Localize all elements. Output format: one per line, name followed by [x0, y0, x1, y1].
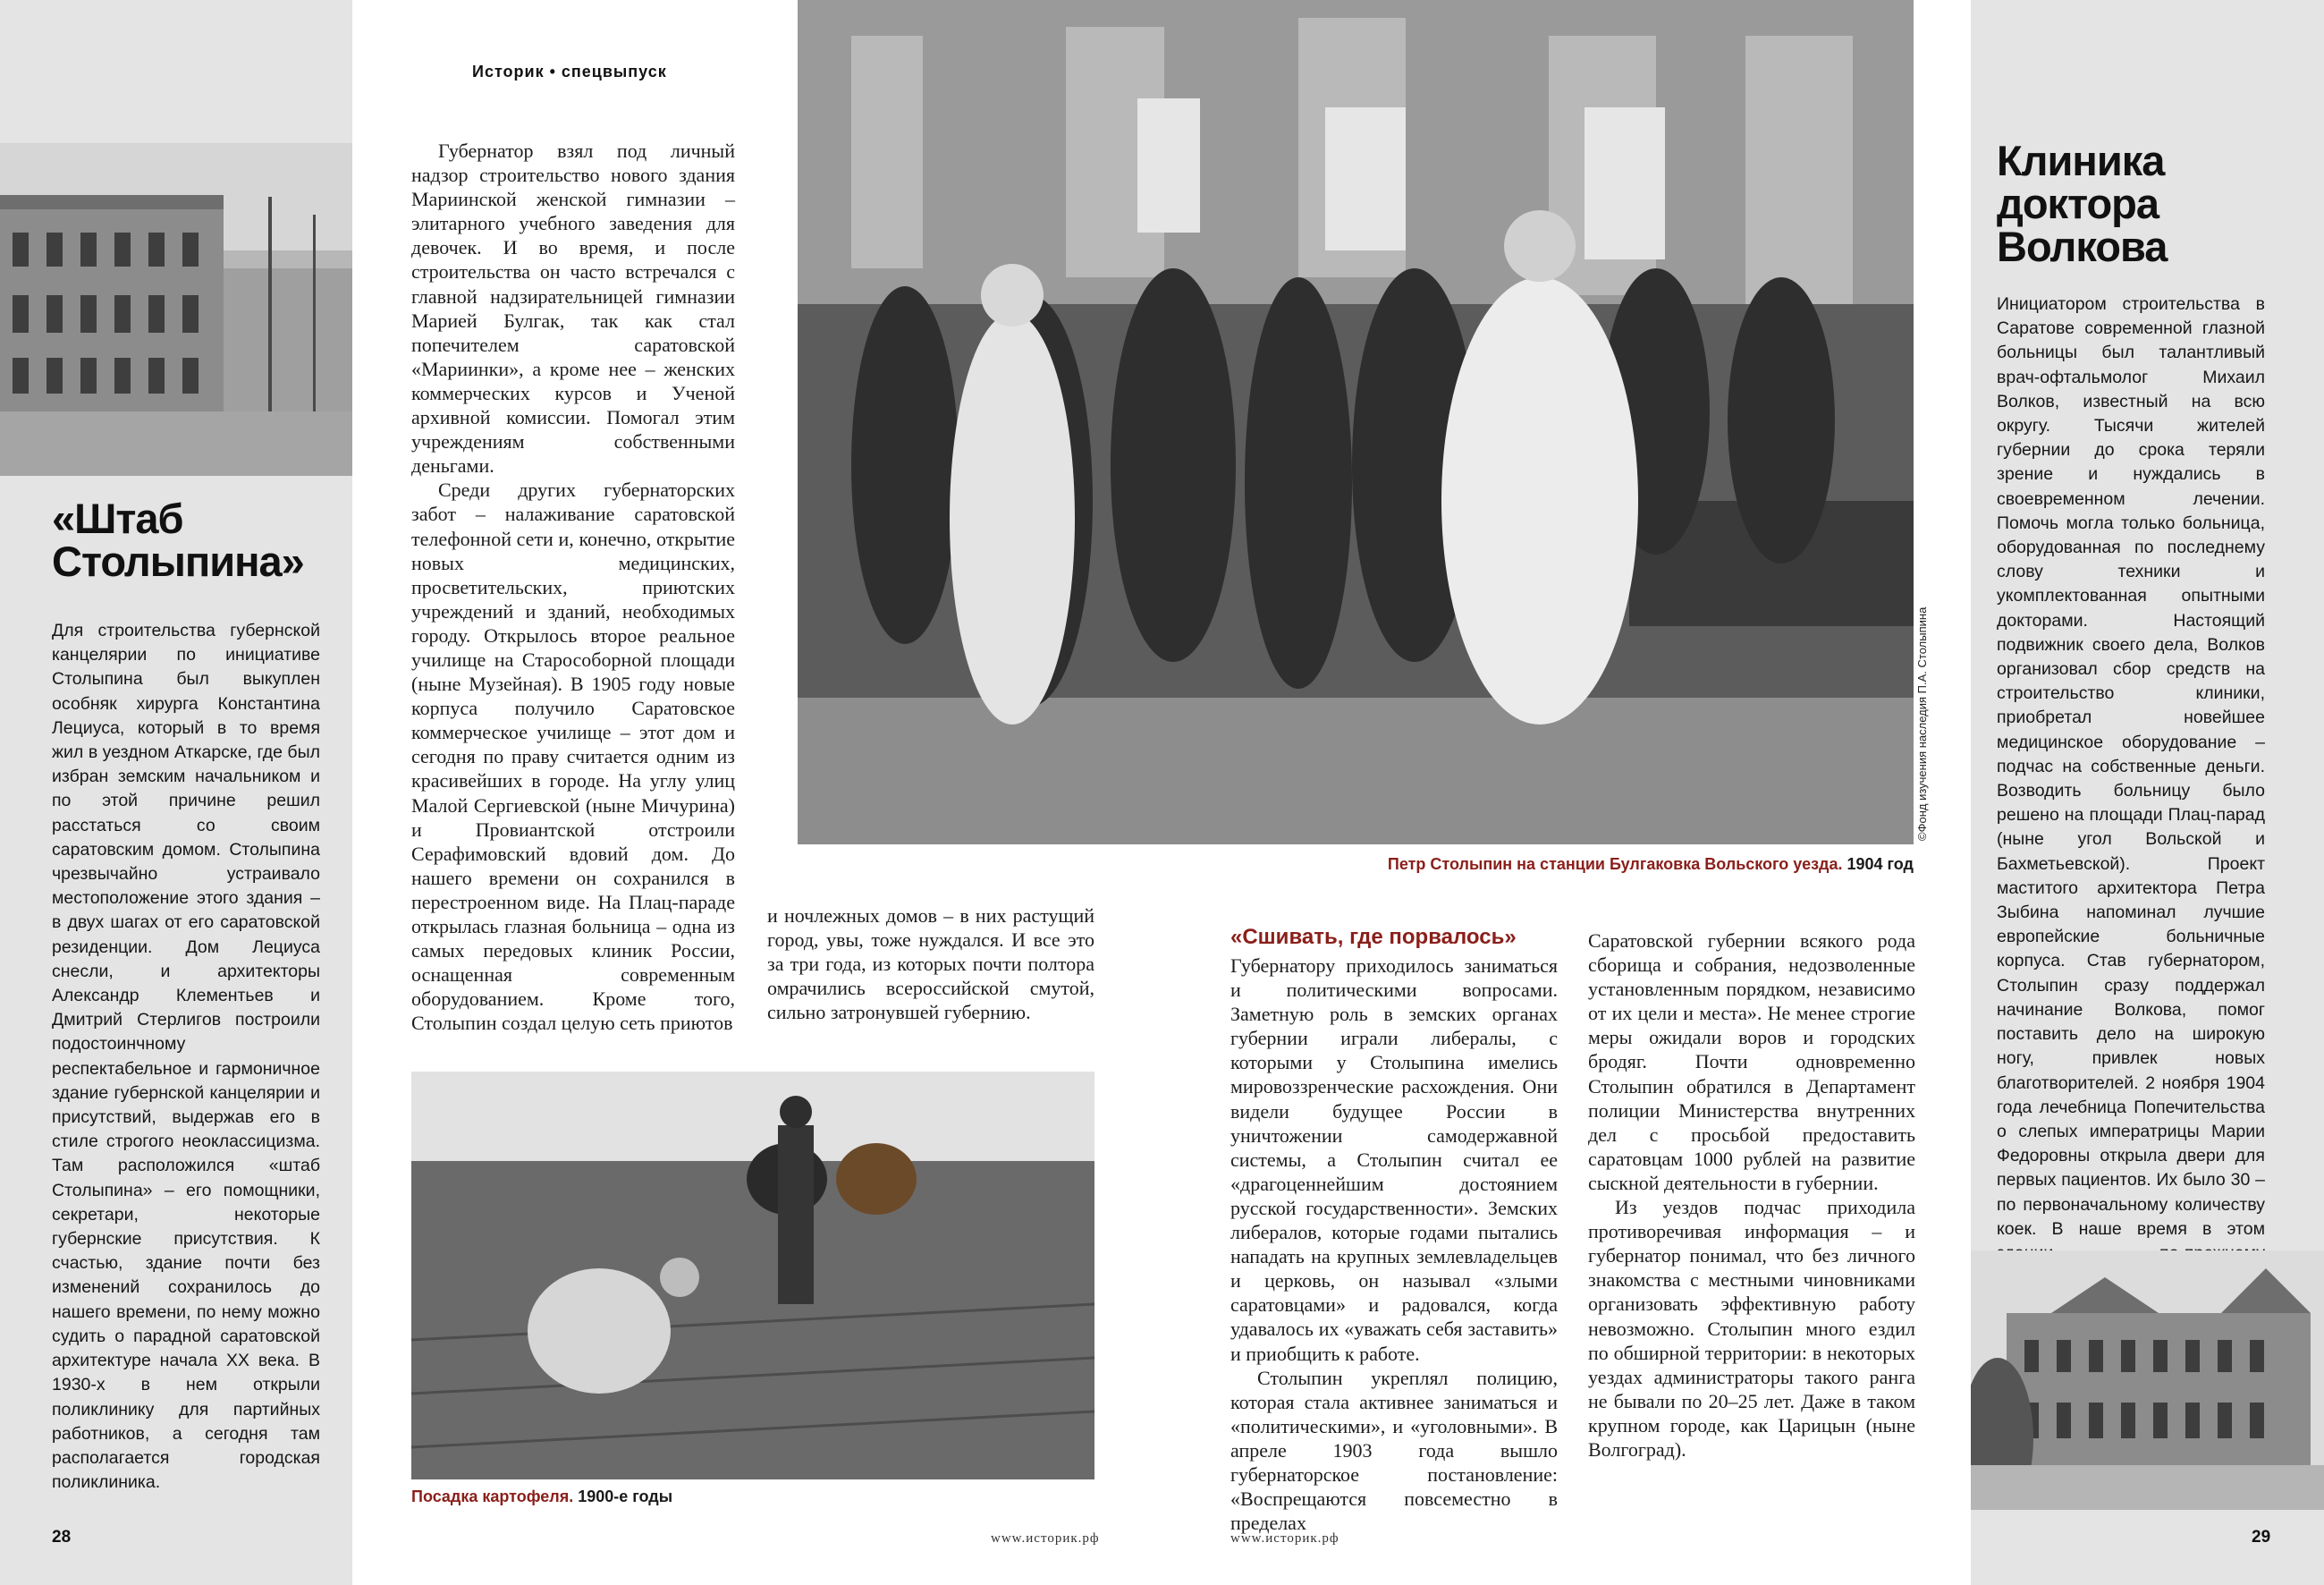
col4-paragraph-2: Из уездов подчас приходила противоречивая информация – и губернатор понимал, что без личного знакомства с местными чиновниками организовать эффективную работу невозможно. Столыпин много ездил по обширной территории: в некоторых уездах администраторы такого ранга не бывали по 20–25 лет. Даже в таком крупном городе, как Царицын (ныне Волгоград).: [1588, 1196, 1915, 1461]
page-number-left: 28: [52, 1528, 72, 1547]
chancellery-building-illustration: [0, 143, 352, 476]
right-title-line2: доктора: [1997, 180, 2159, 227]
chancellery-building-photo: [0, 143, 352, 476]
col2-paragraph-1: и ночлежных домов – в них растущий город, увы, тоже нуждался. И все это за три года, из которых почти полтора омрачились всероссийской смутой, сильно затронувшей губернию.: [767, 904, 1094, 1024]
left-sidebar-text: Для строительства губернской канцелярии по инициативе Столыпина был выкуплен особняк хирурга Константина Лециуса, который в то время жил в уездном Аткарске, где был избран земским начальником и по этой причине решил расстаться со своим саратовским домом. Столыпина чрезвычайно устраивало местоположение этого здания – в двух шагах от его саратовской резиденции. Дом Лециуса снесли, и архитекторы Александр Клементьев и Дмитрий Стерлигов построили подостоинчному респектабельное и гармоничное здание губернской канцелярии и присутствий, выдержав его в стиле строгого неоклассицизма. Там расположился «штаб Столыпина» – его помощники, секретари, некоторые губернские присутствия. К счастью, здание почти без изменений сохранилось до нашего времени, по нему можно судить о парадной саратовской архитектуре начала XX века. В 1930-х в нем открыли поликлинику для партийных работников, а сегодня там располагается городская поликлиника.: [52, 621, 320, 1493]
site-url-left: www.историк.рф: [991, 1531, 1100, 1546]
potato-photo-caption-year: 1900-е годы: [578, 1488, 673, 1505]
column-2: [767, 903, 1094, 1024]
column-1: [411, 139, 735, 1035]
main-photo-caption: [1162, 855, 1914, 874]
main-photo-caption-year: 1904 год: [1847, 855, 1914, 873]
potato-planting-illustration: [411, 1072, 1094, 1479]
section-subhead: «Сшивать, где порвалось»: [1230, 925, 1517, 949]
potato-photo-caption-title: Посадка картофеля.: [411, 1488, 574, 1505]
site-url-right: www.историк.рф: [1230, 1531, 1339, 1546]
potato-planting-photo: [411, 1072, 1094, 1479]
column-3: [1230, 954, 1558, 1535]
left-sidebar-title: [52, 497, 338, 583]
volkov-clinic-illustration: [1971, 1250, 2324, 1510]
right-sidebar-title: [1997, 137, 2292, 270]
col1-paragraph-1: Губернатор взял под личный надзор строительство нового здания Мариинской женской гимназии – элитарного учебного заведения для девочек. И во время, и после строительства он часто встречался с главной надзирательницей гимназии Марией Булгак, так как стал попечителем саратовской «Мариинки», а кроме нее – женских коммерческих курсов и Ученой архивной комиссии. Помогал этим учреждениям собственными деньгами.: [411, 140, 735, 478]
running-title: Историк • спецвыпуск: [472, 63, 667, 81]
potato-photo-caption: [411, 1488, 672, 1506]
volkov-clinic-photo: [1971, 1250, 2324, 1510]
page-number-right: 29: [2252, 1528, 2271, 1547]
main-photo-caption-title: Петр Столыпин на станции Булгаковка Вольского уезда.: [1387, 855, 1843, 873]
right-sidebar-text: Инициатором строительства в Саратове современной глазной больницы был талантливый врач-офтальмолог Михаил Волков, известный на всю округу. Тысячи жителей губернии до срока теряли зрение и нуждались в своевременном лечении. Помочь могла только больница, оборудованная по последнему слову техники и укомплектованная опытными докторами. Настоящий подвижник своего дела, Волков организовал сбор средств на строительство клиники, приобретал новейшее медицинское оборудование – подчас на собственные деньги. Возводить больницу было решено на площади Плац-парад (ныне угол Вольской и Бахметьевской). Проект маститого архитектора Петра Зыбина напоминал лучшие европейские больничные корпуса. Став губернатором, Столыпин сразу поддержал начинание Волкова, помог поставить дело на широкую ногу, привлек новых благотворителей. 2 ноября 1904 года лечебница Попечительства о слепых императрицы Марии Федоровны открыла двери для первых пациентов. Их было 30 – по первоначальному количеству коек. В наше время в этом: [1997, 294, 2265, 1239]
col3-paragraph-1: Губернатору приходилось заниматься и политическими вопросами. Заметную роль в земских органах губернии играли либералы, с которыми у Столыпина имелись мировоззренческие расхождения. Они видели будущее России в уничтожении самодержавной системы, а Столыпин считал ее «драгоценнейшим достоянием русской государственности». Земских либералов, которые годами пытались нападать на крупных землевладельцев и церковь, он называл «злыми саратовцами» и радовался, когда удавалось их «уважать себя заставить» и приобщить к работе.: [1230, 954, 1558, 1365]
stolypin-station-photo: [798, 0, 1914, 844]
left-title-line2: Столыпина»: [52, 538, 304, 585]
left-title-line1: «Штаб: [52, 495, 183, 542]
column-4: [1588, 928, 1915, 1462]
photo-credit-text: ©Фонд изучения наследия П.А. Столыпина: [1915, 606, 1929, 841]
col3-paragraph-2: Столыпин укреплял полицию, которая стала активнее заниматься и «политическими», и «уголовными». В апреле 1903 года вышло губернаторское постановление: «Воспрещаются повсеместно в пределах: [1230, 1366, 1558, 1535]
col4-paragraph-1: Саратовской губернии всякого рода сборища и собрания, недозволенные установленным порядком, независимо от их цели и места». Не менее строгие меры ожидали воров и городских бродяг. Почти одновременно Столыпин обратился в Департамент полиции Министерства внутренних дел с просьбой предоставить саратовцам 1000 рублей на развитие сыскной деятельности в губернии.: [1588, 929, 1915, 1194]
right-title-line1: Клиника: [1997, 137, 2165, 184]
stolypin-crowd-illustration: [798, 0, 1914, 844]
right-title-line3: Волкова: [1997, 223, 2168, 270]
col1-paragraph-2: Среди других губернаторских забот – налаживание саратовской телефонной сети и, конечно, открытие новых медицинских, просветительских, приютских учреждений и зданий, необходимых городу. Открылось второе реальное училище на Старособорной площади (ныне Музейная). В 1905 году новые корпуса получило Саратовское коммерческое училище – этот дом и сегодня по праву считается одним из красивейших в городе. На углу улиц Малой Сергиевской (ныне Мичурина) и Провиантской отстроили Серафимовский вдовий дом. До нашего времени он сохранился в перестроенном виде. На Плац-параде открылась глазная больница – одна из самых передовых клиник России, оснащенная современным оборудованием. Кроме того, Столыпин создал целую сеть приютов: [411, 479, 735, 1035]
